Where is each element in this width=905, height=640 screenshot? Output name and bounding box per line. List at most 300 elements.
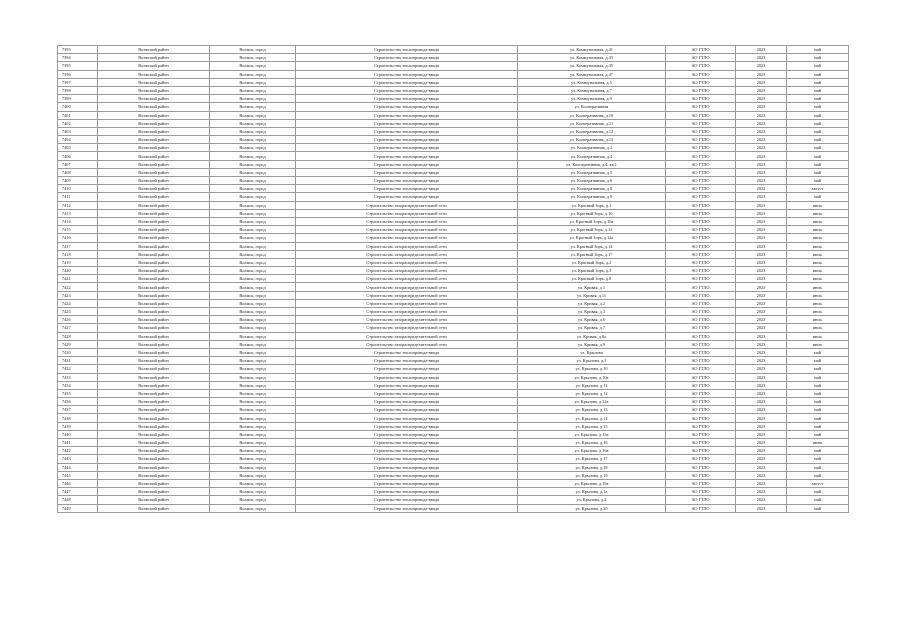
table-row	[58, 250, 849, 258]
row-number-cell: 7449	[58, 504, 98, 512]
organization-cell: АО ГТЛО	[666, 389, 736, 397]
district-cell: Волжский район	[98, 95, 210, 103]
locality-cell: Волжск, город	[210, 217, 296, 225]
year-cell: 2023	[736, 136, 787, 144]
work-type-cell: Строительство теплопровода-ввода	[296, 136, 518, 144]
address-cell: ул. Крылова, д.18	[518, 463, 666, 471]
schedule-table	[57, 45, 849, 513]
table-row	[58, 136, 849, 144]
organization-cell: АО ГТЛО	[666, 316, 736, 324]
row-number-cell: 7398	[58, 86, 98, 94]
address-cell: ул. Кривая, д.1	[518, 283, 666, 291]
year-cell: 2023	[736, 209, 787, 217]
year-cell: 2023	[736, 332, 787, 340]
table-row	[58, 414, 849, 422]
locality-cell: Волжск, город	[210, 242, 296, 250]
work-type-cell: Строительство теплопровода-ввода	[296, 95, 518, 103]
table-row	[58, 127, 849, 135]
organization-cell: АО ГТЛО	[666, 152, 736, 160]
row-number-cell: 7436	[58, 398, 98, 406]
district-cell: Волжский район	[98, 414, 210, 422]
month-cell: июль	[787, 258, 849, 266]
year-cell: 2023	[736, 267, 787, 275]
locality-cell: Волжск, город	[210, 324, 296, 332]
organization-cell: АО ГТЛО	[666, 119, 736, 127]
row-number-cell: 7414	[58, 217, 98, 225]
district-cell: Волжский район	[98, 127, 210, 135]
district-cell: Волжский район	[98, 479, 210, 487]
year-cell: 2023	[736, 365, 787, 373]
year-cell: 2023	[736, 398, 787, 406]
organization-cell: АО ГТЛО	[666, 332, 736, 340]
locality-cell: Волжск, город	[210, 316, 296, 324]
year-cell: 2023	[736, 479, 787, 487]
locality-cell: Волжск, город	[210, 250, 296, 258]
organization-cell: АО ГТЛО	[666, 463, 736, 471]
work-type-cell: Строительство теплопровода-ввода	[296, 389, 518, 397]
organization-cell: АО ГТЛО	[666, 103, 736, 111]
organization-cell: АО ГТЛО	[666, 365, 736, 373]
organization-cell: АО ГТЛО	[666, 455, 736, 463]
month-cell: июль	[787, 283, 849, 291]
year-cell: 2023	[736, 201, 787, 209]
locality-cell: Волжск, город	[210, 308, 296, 316]
organization-cell: АО ГТЛО	[666, 70, 736, 78]
row-number-cell: 7394	[58, 54, 98, 62]
district-cell: Волжский район	[98, 119, 210, 127]
table-row	[58, 217, 849, 225]
month-cell: май	[787, 471, 849, 479]
work-type-cell: Строительство газораспределительной сети	[296, 324, 518, 332]
year-cell: 2023	[736, 70, 787, 78]
year-cell: 2023	[736, 177, 787, 185]
row-number-cell: 7405	[58, 144, 98, 152]
month-cell: июль	[787, 201, 849, 209]
address-cell: ул. Кооперативная, д.10	[518, 111, 666, 119]
work-type-cell: Строительство теплопровода-ввода	[296, 406, 518, 414]
table-row	[58, 406, 849, 414]
address-cell: ул. Коммунальная, д.45	[518, 62, 666, 70]
address-cell: ул. Красный Зорь, д.1	[518, 201, 666, 209]
organization-cell: АО ГТЛО	[666, 406, 736, 414]
month-cell: май	[787, 414, 849, 422]
work-type-cell: Строительство газораспределительной сети	[296, 234, 518, 242]
organization-cell: АО ГТЛО	[666, 54, 736, 62]
month-cell: май	[787, 136, 849, 144]
table-row	[58, 479, 849, 487]
work-type-cell: Строительство теплопровода-ввода	[296, 119, 518, 127]
organization-cell: АО ГТЛО	[666, 168, 736, 176]
row-number-cell: 7418	[58, 250, 98, 258]
work-type-cell: Строительство газораспределительной сети	[296, 267, 518, 275]
month-cell: июль	[787, 209, 849, 217]
year-cell: 2023	[736, 275, 787, 283]
table-row	[58, 54, 849, 62]
address-cell: ул. Крылова, д.12	[518, 389, 666, 397]
address-cell: ул. Кооперативная, д.5	[518, 168, 666, 176]
organization-cell: АО ГТЛО	[666, 234, 736, 242]
year-cell: 2023	[736, 455, 787, 463]
table-row	[58, 488, 849, 496]
organization-cell: АО ГТЛО	[666, 488, 736, 496]
month-cell: июль	[787, 242, 849, 250]
district-cell: Волжский район	[98, 398, 210, 406]
table-row	[58, 234, 849, 242]
address-cell: ул. Крылова, д.20	[518, 504, 666, 512]
organization-cell: АО ГТЛО	[666, 127, 736, 135]
row-number-cell: 7434	[58, 381, 98, 389]
district-cell: Волжский район	[98, 340, 210, 348]
locality-cell: Волжск, город	[210, 62, 296, 70]
district-cell: Волжский район	[98, 316, 210, 324]
year-cell: 2023	[736, 193, 787, 201]
work-type-cell: Строительство газораспределительной сети	[296, 291, 518, 299]
table-row	[58, 95, 849, 103]
locality-cell: Волжск, город	[210, 111, 296, 119]
district-cell: Волжский район	[98, 258, 210, 266]
year-cell: 2023	[736, 422, 787, 430]
organization-cell: АО ГТЛО	[666, 324, 736, 332]
table-row	[58, 177, 849, 185]
locality-cell: Волжск, город	[210, 185, 296, 193]
address-cell: ул. Кооперативная, д.9	[518, 193, 666, 201]
work-type-cell: Строительство теплопровода-ввода	[296, 152, 518, 160]
work-type-cell: Строительство газораспределительной сети	[296, 340, 518, 348]
address-cell: ул. Крылова, д.11	[518, 381, 666, 389]
organization-cell: АО ГТЛО	[666, 111, 736, 119]
work-type-cell: Строительство теплопровода-ввода	[296, 479, 518, 487]
year-cell: 2023	[736, 78, 787, 86]
row-number-cell: 7395	[58, 62, 98, 70]
table-row	[58, 299, 849, 307]
address-cell: ул. Крылова, д.10	[518, 365, 666, 373]
locality-cell: Волжск, город	[210, 267, 296, 275]
year-cell: 2023	[736, 217, 787, 225]
month-cell: май	[787, 86, 849, 94]
month-cell: май	[787, 95, 849, 103]
locality-cell: Волжск, город	[210, 365, 296, 373]
district-cell: Волжский район	[98, 152, 210, 160]
district-cell: Волжский район	[98, 488, 210, 496]
district-cell: Волжский район	[98, 439, 210, 447]
table-row	[58, 463, 849, 471]
organization-cell: АО ГТЛО	[666, 185, 736, 193]
work-type-cell: Строительство газораспределительной сети	[296, 316, 518, 324]
locality-cell: Волжск, город	[210, 291, 296, 299]
address-cell: ул. Крылова, д.15а	[518, 430, 666, 438]
work-type-cell: Строительство теплопровода-ввода	[296, 111, 518, 119]
district-cell: Волжский район	[98, 365, 210, 373]
work-type-cell: Строительство газораспределительной сети	[296, 242, 518, 250]
locality-cell: Волжск, город	[210, 496, 296, 504]
locality-cell: Волжск, город	[210, 119, 296, 127]
year-cell: 2023	[736, 258, 787, 266]
address-cell: ул. Крылова, д.19	[518, 471, 666, 479]
work-type-cell: Строительство теплопровода-ввода	[296, 46, 518, 54]
month-cell: май	[787, 62, 849, 70]
locality-cell: Волжск, город	[210, 152, 296, 160]
row-number-cell: 7400	[58, 103, 98, 111]
table-row	[58, 381, 849, 389]
year-cell: 2023	[736, 242, 787, 250]
address-cell: ул. Крылова, д.19а	[518, 479, 666, 487]
table-row	[58, 62, 849, 70]
month-cell: май	[787, 168, 849, 176]
address-cell: ул. Кооперативная, д.4, кв.1	[518, 160, 666, 168]
organization-cell: АО ГТЛО	[666, 414, 736, 422]
table-row	[58, 398, 849, 406]
organization-cell: АО ГТЛО	[666, 430, 736, 438]
row-number-cell: 7448	[58, 496, 98, 504]
organization-cell: АО ГТЛО	[666, 267, 736, 275]
district-cell: Волжский район	[98, 348, 210, 356]
district-cell: Волжский район	[98, 185, 210, 193]
organization-cell: АО ГТЛО	[666, 447, 736, 455]
district-cell: Волжский район	[98, 389, 210, 397]
address-cell: ул. Коммунальная, д.5	[518, 78, 666, 86]
locality-cell: Волжск, город	[210, 389, 296, 397]
address-cell: ул. Красный Зорь, д.17	[518, 250, 666, 258]
row-number-cell: 7412	[58, 201, 98, 209]
row-number-cell: 7447	[58, 488, 98, 496]
organization-cell: АО ГТЛО	[666, 62, 736, 70]
locality-cell: Волжск, город	[210, 332, 296, 340]
locality-cell: Волжск, город	[210, 209, 296, 217]
locality-cell: Волжск, город	[210, 144, 296, 152]
locality-cell: Волжск, город	[210, 78, 296, 86]
locality-cell: Волжск, город	[210, 70, 296, 78]
organization-cell: АО ГТЛО	[666, 78, 736, 86]
district-cell: Волжский район	[98, 422, 210, 430]
table-row	[58, 103, 849, 111]
work-type-cell: Строительство теплопровода-ввода	[296, 422, 518, 430]
address-cell: ул. Коммунальная, д.9	[518, 95, 666, 103]
locality-cell: Волжск, город	[210, 226, 296, 234]
month-cell: май	[787, 463, 849, 471]
month-cell: июль	[787, 234, 849, 242]
table-row	[58, 193, 849, 201]
work-type-cell: Строительство газораспределительной сети	[296, 258, 518, 266]
organization-cell: АО ГТЛО	[666, 398, 736, 406]
year-cell: 2023	[736, 86, 787, 94]
month-cell: май	[787, 373, 849, 381]
district-cell: Волжский район	[98, 471, 210, 479]
district-cell: Волжский район	[98, 201, 210, 209]
table-row	[58, 111, 849, 119]
locality-cell: Волжск, город	[210, 381, 296, 389]
row-number-cell: 7428	[58, 332, 98, 340]
address-cell: ул. Красный Зорь, д.10а	[518, 217, 666, 225]
month-cell: май	[787, 144, 849, 152]
address-cell: ул. Кривая, д.7	[518, 324, 666, 332]
address-cell: ул. Крылова, д.1	[518, 357, 666, 365]
month-cell: май	[787, 46, 849, 54]
organization-cell: АО ГТЛО	[666, 275, 736, 283]
address-cell: ул. Крылова, д.16а	[518, 447, 666, 455]
locality-cell: Волжск, город	[210, 136, 296, 144]
work-type-cell: Строительство теплопровода-ввода	[296, 430, 518, 438]
table-row	[58, 308, 849, 316]
organization-cell: АО ГТЛО	[666, 217, 736, 225]
year-cell: 2023	[736, 308, 787, 316]
work-type-cell: Строительство теплопровода-ввода	[296, 70, 518, 78]
year-cell: 2023	[736, 496, 787, 504]
month-cell: май	[787, 488, 849, 496]
address-cell: ул. Кривая, д.9	[518, 340, 666, 348]
locality-cell: Волжск, город	[210, 275, 296, 283]
work-type-cell: Строительство теплопровода-ввода	[296, 488, 518, 496]
work-type-cell: Строительство теплопровода-ввода	[296, 54, 518, 62]
district-cell: Волжский район	[98, 299, 210, 307]
address-cell: ул. Кооперативная	[518, 103, 666, 111]
work-type-cell: Строительство теплопровода-ввода	[296, 439, 518, 447]
locality-cell: Волжск, город	[210, 299, 296, 307]
year-cell: 2023	[736, 144, 787, 152]
row-number-cell: 7402	[58, 119, 98, 127]
month-cell: июль	[787, 275, 849, 283]
address-cell: ул. Красный Зорь, д.10	[518, 209, 666, 217]
locality-cell: Волжск, город	[210, 430, 296, 438]
locality-cell: Волжск, город	[210, 463, 296, 471]
month-cell: май	[787, 496, 849, 504]
organization-cell: АО ГТЛО	[666, 439, 736, 447]
month-cell: май	[787, 54, 849, 62]
organization-cell: АО ГТЛО	[666, 258, 736, 266]
district-cell: Волжский район	[98, 226, 210, 234]
month-cell: май	[787, 103, 849, 111]
address-cell: ул. Крылова, д.2	[518, 496, 666, 504]
organization-cell: АО ГТЛО	[666, 226, 736, 234]
year-cell: 2023	[736, 250, 787, 258]
address-cell: ул. Красный Зорь, д.2	[518, 258, 666, 266]
row-number-cell: 7401	[58, 111, 98, 119]
table-row	[58, 168, 849, 176]
district-cell: Волжский район	[98, 234, 210, 242]
district-cell: Волжский район	[98, 275, 210, 283]
row-number-cell: 7437	[58, 406, 98, 414]
table-row	[58, 430, 849, 438]
work-type-cell: Строительство теплопровода-ввода	[296, 373, 518, 381]
locality-cell: Волжск, город	[210, 258, 296, 266]
district-cell: Волжский район	[98, 86, 210, 94]
work-type-cell: Строительство теплопровода-ввода	[296, 86, 518, 94]
work-type-cell: Строительство газораспределительной сети	[296, 226, 518, 234]
month-cell: май	[787, 111, 849, 119]
work-type-cell: Строительство теплопровода-ввода	[296, 177, 518, 185]
month-cell: июль	[787, 332, 849, 340]
address-cell: ул. Кооперативная, д.4	[518, 152, 666, 160]
organization-cell: АО ГТЛО	[666, 348, 736, 356]
work-type-cell: Строительство теплопровода-ввода	[296, 398, 518, 406]
row-number-cell: 7410	[58, 185, 98, 193]
work-type-cell: Строительство теплопровода-ввода	[296, 127, 518, 135]
table-row	[58, 78, 849, 86]
table-row	[58, 275, 849, 283]
district-cell: Волжский район	[98, 430, 210, 438]
table-row	[58, 357, 849, 365]
organization-cell: АО ГТЛО	[666, 46, 736, 54]
table-row	[58, 496, 849, 504]
year-cell: 2023	[736, 127, 787, 135]
district-cell: Волжский район	[98, 373, 210, 381]
month-cell: май	[787, 177, 849, 185]
row-number-cell: 7442	[58, 447, 98, 455]
district-cell: Волжский район	[98, 111, 210, 119]
table-row	[58, 324, 849, 332]
work-type-cell: Строительство теплопровода-ввода	[296, 62, 518, 70]
month-cell: июль	[787, 308, 849, 316]
organization-cell: АО ГТЛО	[666, 504, 736, 512]
district-cell: Волжский район	[98, 283, 210, 291]
year-cell: 2023	[736, 62, 787, 70]
row-number-cell: 7413	[58, 209, 98, 217]
address-cell: ул. Крылова, д.14	[518, 414, 666, 422]
year-cell: 2023	[736, 283, 787, 291]
work-type-cell: Строительство газораспределительной сети	[296, 250, 518, 258]
locality-cell: Волжск, город	[210, 479, 296, 487]
row-number-cell: 7439	[58, 422, 98, 430]
month-cell: май	[787, 357, 849, 365]
year-cell: 2023	[736, 389, 787, 397]
district-cell: Волжский район	[98, 463, 210, 471]
address-cell: ул. Коммунальная, д.7	[518, 86, 666, 94]
month-cell: июль	[787, 250, 849, 258]
month-cell: июль	[787, 291, 849, 299]
locality-cell: Волжск, город	[210, 86, 296, 94]
organization-cell: АО ГТЛО	[666, 144, 736, 152]
year-cell: 2023	[736, 324, 787, 332]
month-cell: июль	[787, 316, 849, 324]
year-cell: 2023	[736, 160, 787, 168]
work-type-cell: Строительство теплопровода-ввода	[296, 455, 518, 463]
locality-cell: Волжск, город	[210, 488, 296, 496]
locality-cell: Волжск, город	[210, 447, 296, 455]
table-row	[58, 160, 849, 168]
locality-cell: Волжск, город	[210, 168, 296, 176]
organization-cell: АО ГТЛО	[666, 250, 736, 258]
work-type-cell: Строительство теплопровода-ввода	[296, 185, 518, 193]
address-cell: ул. Крылова, д.16	[518, 439, 666, 447]
row-number-cell: 7415	[58, 226, 98, 234]
row-number-cell: 7441	[58, 439, 98, 447]
district-cell: Волжский район	[98, 160, 210, 168]
address-cell: ул. Кривая, д.2	[518, 299, 666, 307]
address-cell: ул. Коммунальная, д.47	[518, 70, 666, 78]
row-number-cell: 7396	[58, 70, 98, 78]
row-number-cell: 7446	[58, 479, 98, 487]
year-cell: 2023	[736, 46, 787, 54]
table-row	[58, 332, 849, 340]
district-cell: Волжский район	[98, 324, 210, 332]
work-type-cell: Строительство газораспределительной сети	[296, 217, 518, 225]
locality-cell: Волжск, город	[210, 340, 296, 348]
address-cell: ул. Крылова, д.10а	[518, 373, 666, 381]
year-cell: 2023	[736, 439, 787, 447]
locality-cell: Волжск, город	[210, 234, 296, 242]
month-cell: май	[787, 348, 849, 356]
month-cell: июль	[787, 226, 849, 234]
year-cell: 2023	[736, 504, 787, 512]
district-cell: Волжский район	[98, 291, 210, 299]
year-cell: 2023	[736, 54, 787, 62]
year-cell: 2023	[736, 373, 787, 381]
work-type-cell: Строительство теплопровода-ввода	[296, 160, 518, 168]
district-cell: Волжский район	[98, 103, 210, 111]
year-cell: 2023	[736, 111, 787, 119]
locality-cell: Волжск, город	[210, 455, 296, 463]
organization-cell: АО ГТЛО	[666, 471, 736, 479]
organization-cell: АО ГТЛО	[666, 496, 736, 504]
